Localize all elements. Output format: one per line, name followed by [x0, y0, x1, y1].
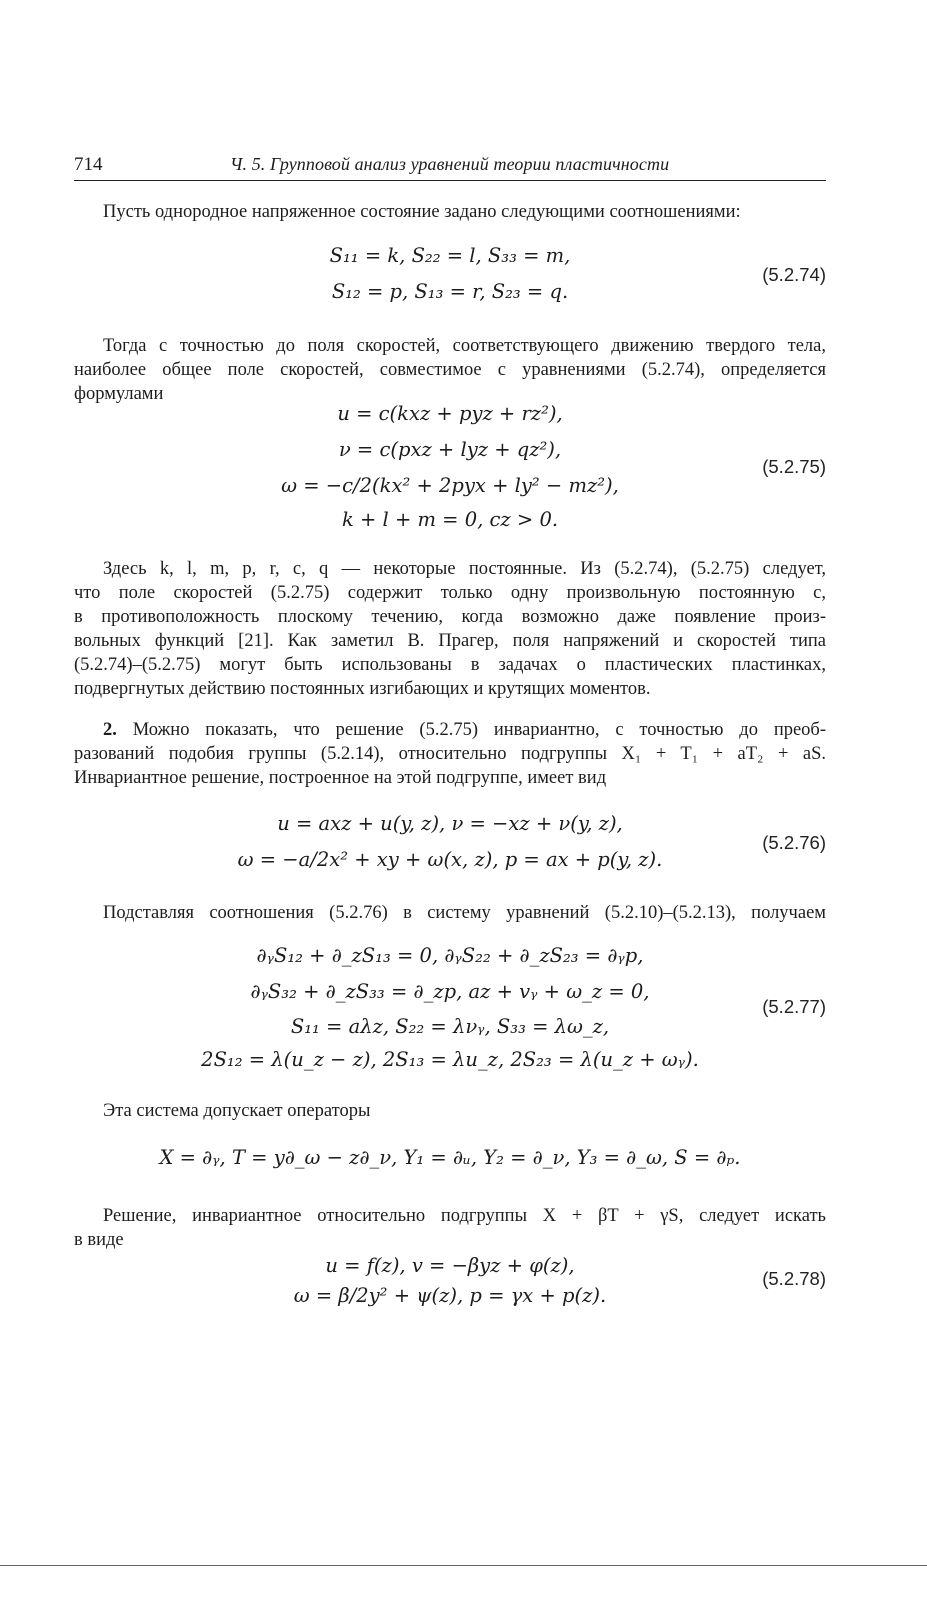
equation-line: ∂ᵧS₁₂ + ∂_zS₁₃ = 0, ∂ᵧS₂₂ + ∂_zS₂₃ = ∂ᵧp, [256, 944, 644, 967]
equation-line: 2S₁₂ = λ(u_z − z), 2S₁₃ = λu_z, 2S₂₃ = λ(u_z + ωᵧ). [201, 1048, 699, 1071]
equation-line: ν = c(pxz + lyz + qz²), [338, 438, 562, 461]
equation-number: (5.2.78) [762, 1268, 826, 1289]
equation-number: (5.2.74) [762, 264, 826, 285]
equation-line: ∂ᵧS₃₂ + ∂_zS₃₃ = ∂_zp, az + vᵧ + ω_z = 0, [250, 980, 650, 1003]
equation-line: S₁₂ = p, S₁₃ = r, S₂₃ = q. [331, 280, 569, 303]
equation-5-2-78 [74, 1254, 826, 1312]
paragraph-invariant-solution: Решение, инвариантное относительно подгруппы X + βT + γS, следует искать в виде [74, 1206, 826, 1250]
equation-line: X = ∂ᵧ, T = y∂_ω − z∂_ν, Y₁ = ∂ᵤ, Y₂ = ∂_ν, Y₃ = ∂_ω, S = ∂ₚ. [159, 1146, 741, 1169]
equation-5-2-74 [74, 244, 826, 310]
equation-line: u = f(z), v = −βyz + φ(z), [325, 1254, 575, 1277]
paragraph-operators-intro: Эта система допускает операторы [103, 1101, 371, 1121]
equation-line: u = c(kxz + pyz + rz²), [337, 402, 563, 425]
equation-line: S₁₁ = aλz, S₂₂ = λνᵧ, S₃₃ = λω_z, [290, 1015, 610, 1038]
equation-line: k + l + m = 0, cz > 0. [341, 508, 559, 531]
scan-edge-line [0, 1565, 927, 1566]
equation-5-2-76 [74, 812, 826, 878]
equation-line: ω = −a/2x² + xy + ω(x, z), p = ax + p(y, z). [237, 848, 663, 871]
paragraph-item-2: 2. Можно показать, что решение (5.2.75) инвариантно, с точностью до преоб- разований подобия группы (5.2.14), относительно подгруппы X₁ + T₁ + aT₂ + aS. Инвариантное решение, построенное на этой подгруппе, имеет вид [74, 720, 826, 788]
equation-number: (5.2.75) [762, 456, 826, 477]
equation-operators [74, 1146, 826, 1176]
paragraph-constants: Здесь k, l, m, p, r, c, q — некоторые постоянные. Из (5.2.74), (5.2.75) следует, что поле скоростей (5.2.75) содержит только одну произвольную постоянную c, в противоположность плоскому течению, когда возможно даже появление произ- вольных функций [21]. Как заметил В. Прагер, поля напряжений и скоростей типа (5.2.74)–(5.2.75) могут быть использованы в задачах о пластических пластинках, подвергнутых действию постоянных изгибающих и крутящих моментов. [74, 559, 826, 699]
equation-5-2-75 [74, 402, 826, 534]
running-head: Ч. 5. Групповой анализ уравнений теории пластичности [230, 154, 670, 174]
item-number: 2. [103, 720, 117, 740]
page-number: 714 [74, 154, 103, 175]
equation-line: S₁₁ = k, S₂₂ = l, S₃₃ = m, [329, 244, 571, 267]
equation-number: (5.2.76) [762, 832, 826, 853]
equation-line: u = axz + u(y, z), ν = −xz + ν(y, z), [277, 812, 623, 835]
paragraph-intro: Пусть однородное напряженное состояние задано следующими соотношениями: [103, 202, 741, 222]
paragraph-substitution: Подставляя соотношения (5.2.76) в систему уравнений (5.2.10)–(5.2.13), получаем [103, 903, 826, 923]
paragraph-velocity-field: Тогда с точностью до поля скоростей, соответствующего движению твердого тела, наиболее общее поле скоростей, совместимое с уравнениями (5.2.74), определяется формулами [74, 336, 826, 404]
equation-line: ω = β/2y² + ψ(z), p = γx + p(z). [293, 1284, 607, 1307]
page-header [74, 150, 826, 181]
equation-number: (5.2.77) [762, 996, 826, 1017]
equation-5-2-77 [74, 944, 826, 1076]
equation-line: ω = −c/2(kx² + 2pyx + ly² − mz²), [281, 474, 619, 497]
